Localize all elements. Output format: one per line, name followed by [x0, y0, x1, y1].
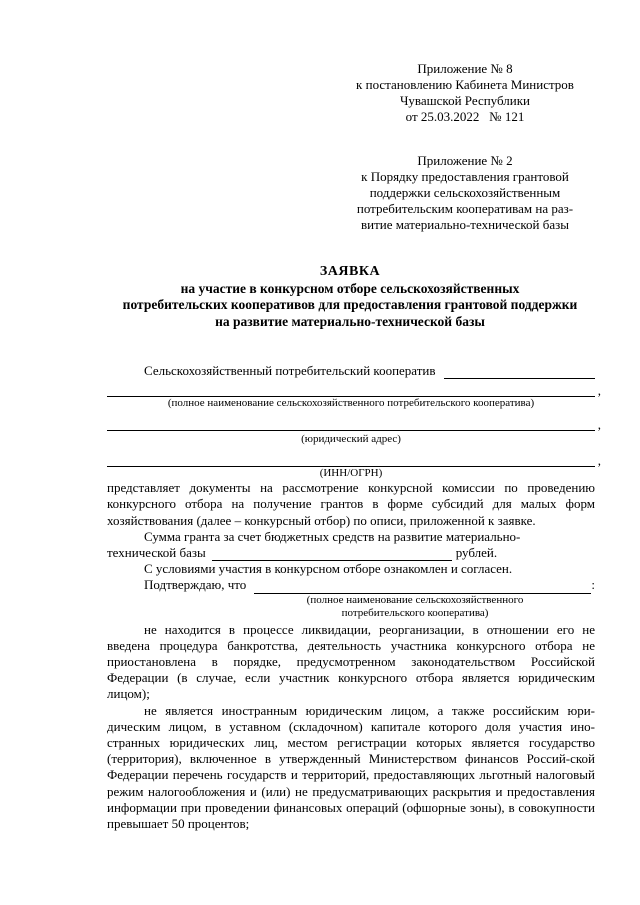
- coop-name-field-continued[interactable]: [107, 381, 601, 398]
- document-title: [60, 264, 640, 330]
- title-line2: потребительских кооперативов для предоставления грантовой поддержки: [122, 297, 578, 312]
- appendix-2-line1: Приложение № 2: [417, 153, 513, 168]
- note-confirm-line2: потребительского кооператива): [341, 606, 489, 619]
- paragraph-not-foreign: не является иностранным юридическим лицом, а также российским юри-дическим лицом, в уставном (складочном) капитале которого доля участия ино-странных юридических лиц, местом регистрации которых является государство (территория), включенное в утвержденный Министерством финансов Россий-ской Федерации перечень государств и территорий, предоставляющих льготный налоговый режим налогообложения и (или) не предусматривающих раскрытия и предоставления информации при проведении финансовых операций (офшорные зоны), в совокупности превышает 50 процентов;: [107, 702, 595, 832]
- appendix-2-line5: витие материально-технической базы: [360, 217, 570, 232]
- application-form: [107, 363, 601, 832]
- grant-amount-currency: рублей.: [455, 545, 498, 561]
- note-confirm-line1: (полное наименование сельскохозяйственного: [306, 593, 524, 606]
- grant-amount-label: технической базы: [107, 545, 206, 561]
- paragraph-grant-amount-line1: Сумма гранта за счет бюджетных средств на развитие материально-: [144, 528, 521, 544]
- appendix-8-line4: от 25.03.2022 № 121: [405, 109, 525, 124]
- appendix-8-line2: к постановлению Кабинета Министров: [356, 77, 574, 92]
- confirm-colon: :: [591, 577, 595, 593]
- appendix-2-line2: к Порядку предоставления грантовой: [361, 169, 569, 184]
- appendix-8-header: [340, 61, 590, 125]
- note-legal-address: (юридический адрес): [301, 433, 401, 446]
- confirm-coop-name-field[interactable]: [254, 581, 591, 594]
- appendix-2-line3: поддержки сельскохозяйственным: [369, 185, 561, 200]
- appendix-8-line3: Чувашской Республики: [399, 93, 531, 108]
- title-main: ЗАЯВКА: [319, 264, 381, 279]
- appendix-8-line1: Приложение № 8: [417, 61, 513, 76]
- coop-label: Сельскохозяйственный потребительский кооператив: [144, 363, 436, 378]
- note-inn-ogrn: (ИНН/ОГРН): [319, 467, 383, 480]
- paragraph-conditions: С условиями участия в конкурсном отборе ознакомлен и согласен.: [144, 561, 513, 577]
- comma: ,: [597, 417, 601, 432]
- appendix-2-header: [340, 153, 590, 233]
- confirm-row: [107, 577, 595, 593]
- inn-ogrn-field[interactable]: [107, 451, 601, 468]
- comma: ,: [597, 453, 601, 468]
- confirm-label: Подтверждаю, что: [144, 577, 247, 593]
- title-line3: на развитие материально-технической базы: [215, 313, 485, 329]
- paragraph-no-liquidation: не находится в процессе ликвидации, реорганизации, в отношении его не введена процедура банкротства, деятельность участника конкурсного отбора не приостановлена в порядке, предусмотренном законодательством Российской Федерации (в случае, если участник конкурсного отбора является юридическим лицом);: [107, 621, 595, 702]
- coop-name-row: [107, 363, 595, 379]
- coop-name-field[interactable]: [444, 366, 595, 379]
- legal-address-field[interactable]: [107, 415, 601, 432]
- title-line1: на участие в конкурсном отборе сельскохозяйственных: [180, 280, 520, 296]
- note-confirm: [107, 594, 595, 620]
- grant-amount-field[interactable]: [212, 548, 452, 561]
- grant-amount-row: [107, 545, 595, 561]
- note-full-name: (полное наименование сельскохозяйственного потребительского кооператива): [167, 397, 535, 410]
- appendix-2-line4: потребительским кооперативам на раз-: [356, 201, 574, 216]
- comma: ,: [597, 383, 601, 398]
- paragraph-submission: представляет документы на рассмотрение конкурсной комиссии по проведению конкурсного отбора на получение грантов в форме субсидий для малых форм хозяйствования (далее – конкурсный отбор) по описи, приложенной к заявке.: [107, 480, 595, 528]
